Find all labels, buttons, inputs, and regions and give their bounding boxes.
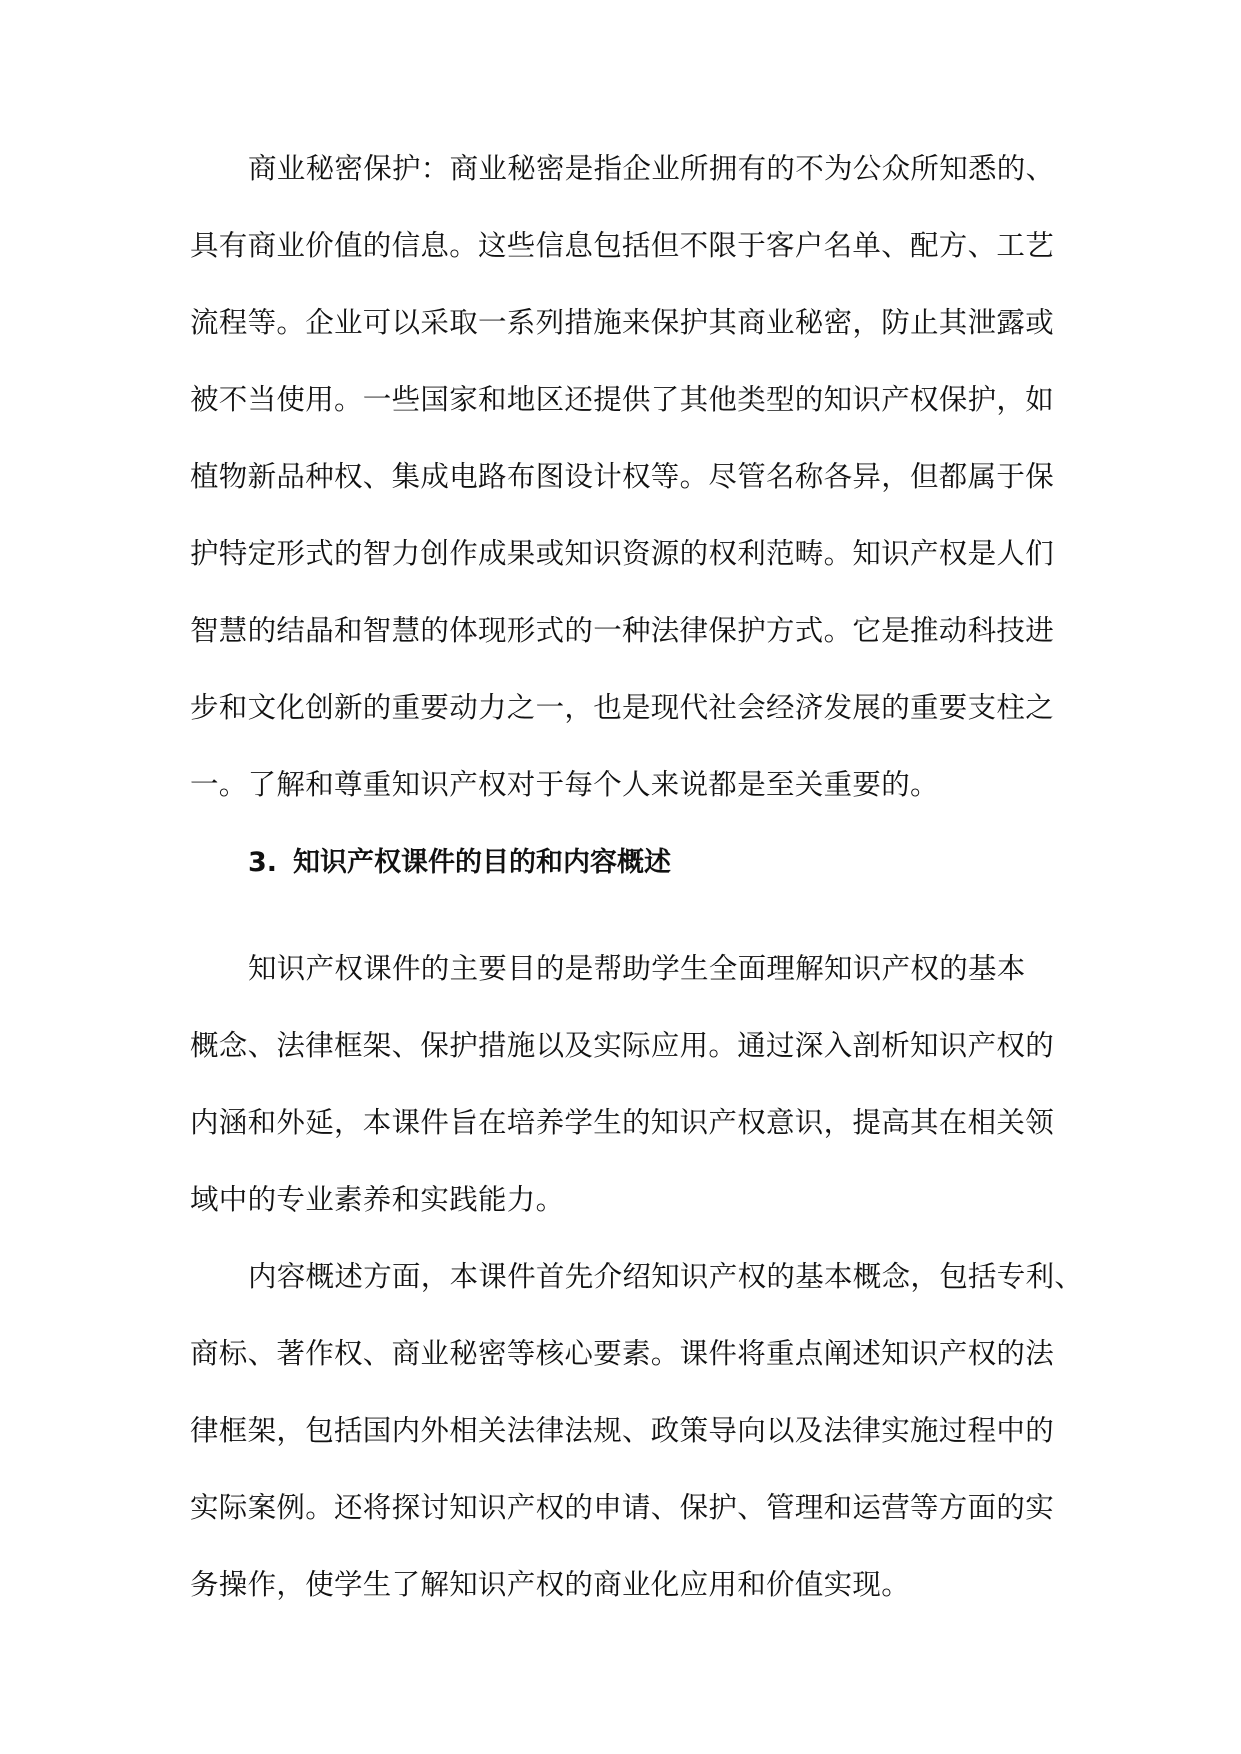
text-line: 被不当使用。一些国家和地区还提供了其他类型的知识产权保护，如 bbox=[190, 383, 1055, 416]
text-line: 内容概述方面，本课件首先介绍知识产权的基本概念，包括专利、 bbox=[248, 1260, 1084, 1293]
section-title: 知识产权课件的目的和内容概述 bbox=[293, 847, 672, 878]
text-line: 务操作，使学生了解知识产权的商业化应用和价值实现。 bbox=[190, 1568, 911, 1601]
text-line: 商标、著作权、商业秘密等核心要素。课件将重点阐述知识产权的法 bbox=[190, 1337, 1055, 1370]
text-line: 概念、法律框架、保护措施以及实际应用。通过深入剖析知识产权的 bbox=[190, 1029, 1055, 1062]
paragraph-purpose bbox=[190, 930, 1060, 1238]
text-line: 内涵和外延，本课件旨在培养学生的知识产权意识，提高其在相关领 bbox=[190, 1106, 1055, 1139]
text-line: 商业秘密保护：商业秘密是指企业所拥有的不为公众所知悉的、 bbox=[248, 152, 1055, 185]
paragraph-trade-secret bbox=[190, 130, 1060, 823]
text-line: 域中的专业素养和实践能力。 bbox=[190, 1183, 565, 1216]
text-line: 护特定形式的智力创作成果或知识资源的权利范畴。知识产权是人们 bbox=[190, 537, 1055, 570]
text-line: 具有商业价值的信息。这些信息包括但不限于客户名单、配方、工艺 bbox=[190, 229, 1055, 262]
text-line: 律框架，包括国内外相关法律法规、政策导向以及法律实施过程中的 bbox=[190, 1414, 1055, 1447]
text-line: 步和文化创新的重要动力之一，也是现代社会经济发展的重要支柱之 bbox=[190, 691, 1055, 724]
text-line: 一。了解和尊重知识产权对于每个人来说都是至关重要的。 bbox=[190, 768, 939, 801]
text-line: 智慧的结晶和智慧的体现形式的一种法律保护方式。它是推动科技进 bbox=[190, 614, 1055, 647]
text-line: 流程等。企业可以采取一系列措施来保护其商业秘密，防止其泄露或 bbox=[190, 306, 1055, 339]
text-line: 知识产权课件的主要目的是帮助学生全面理解知识产权的基本 bbox=[248, 952, 1026, 985]
section-heading bbox=[248, 838, 671, 888]
section-number: 3. bbox=[248, 847, 278, 878]
text-line: 植物新品种权、集成电路布图设计权等。尽管名称各异，但都属于保 bbox=[190, 460, 1055, 493]
paragraph-content-overview bbox=[190, 1238, 1084, 1623]
text-line: 实际案例。还将探讨知识产权的申请、保护、管理和运营等方面的实 bbox=[190, 1491, 1055, 1524]
